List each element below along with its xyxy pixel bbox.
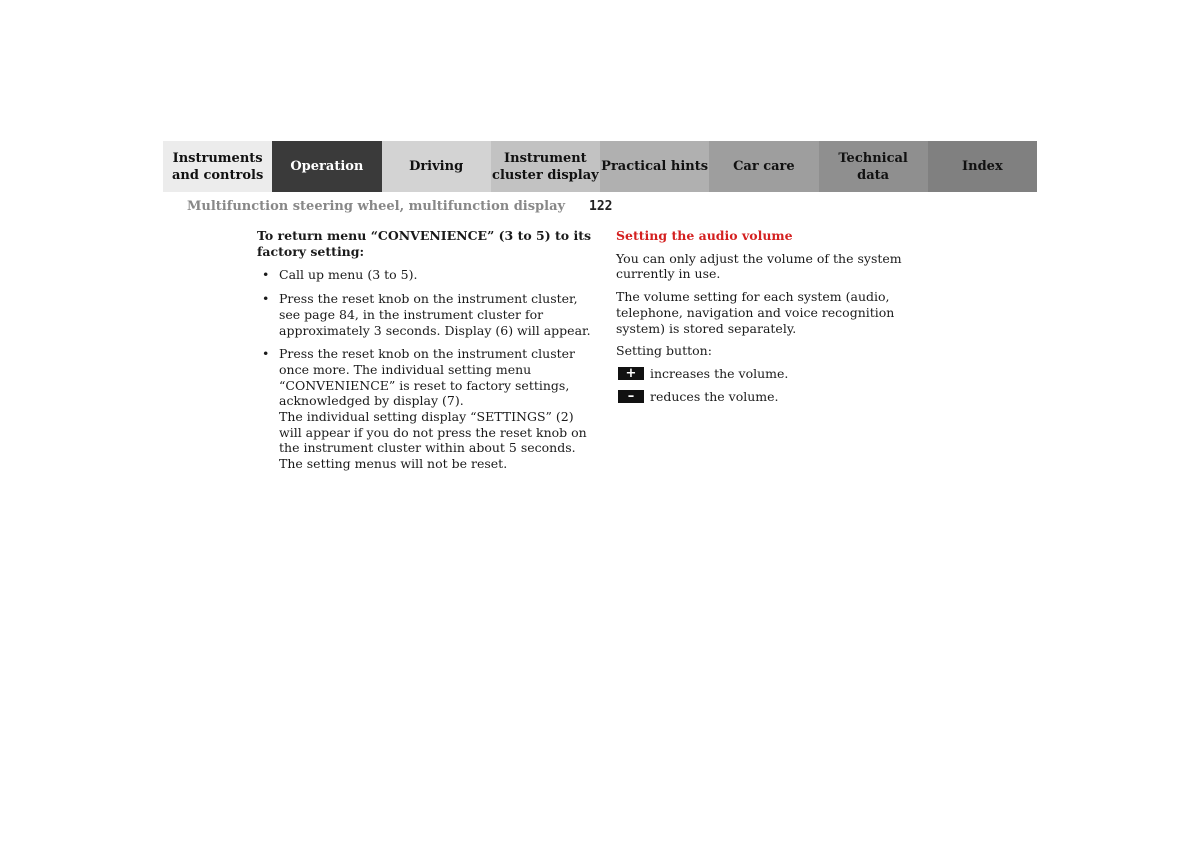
tab-operation[interactable]: Operation [272, 141, 381, 192]
tab-driving[interactable]: Driving [382, 141, 491, 192]
audio-volume-heading: Setting the audio volume [616, 228, 793, 243]
list-item-text: Press the reset knob on the instrument cluster once more. The individual setting menu “CONVENIENCE” is reset to factory settings, acknowledged by display (7). [279, 346, 576, 409]
minus-button-row [616, 389, 946, 405]
page-number: 122 [589, 199, 613, 214]
bullet-icon: • [262, 267, 270, 283]
volume-paragraph-1: You can only adjust the volume of the system currently in use. [616, 250, 902, 282]
list-item-text: Call up menu (3 to 5). [279, 267, 418, 283]
setting-button-label: Setting button: [616, 343, 712, 359]
bullet-icon: • [262, 291, 270, 307]
right-column [616, 228, 946, 411]
list-item [257, 291, 597, 338]
plus-button-text: increases the volume. [650, 365, 789, 381]
tab-instrument-cluster-display[interactable]: Instrument cluster display [491, 141, 600, 192]
volume-paragraph-2: The volume setting for each system (audio, telephone, navigation and voice recognition system) is stored separately. [616, 289, 895, 336]
plus-button-row [616, 366, 946, 382]
minus-button-text: reduces the volume. [650, 388, 779, 404]
section-title: Multifunction steering wheel, multifunction display [187, 199, 566, 214]
list-item [257, 346, 597, 472]
bullet-icon: • [262, 346, 270, 362]
tab-instruments-and-controls[interactable]: Instruments and controls [163, 141, 272, 192]
reset-steps-list [257, 267, 597, 471]
tab-index[interactable]: Index [928, 141, 1037, 192]
tab-technical-data[interactable]: Technical data [819, 141, 928, 192]
tab-practical-hints[interactable]: Practical hints [600, 141, 709, 192]
plus-button-icon: + [618, 367, 644, 380]
chapter-tab-bar [163, 141, 1037, 192]
reset-instructions-heading: To return menu “CONVENIENCE” (3 to 5) to its factory setting: [257, 228, 592, 259]
left-column [257, 228, 597, 480]
list-item-text: Press the reset knob on the instrument cluster, see page 84, in the instrument cluster for approximately 3 seconds. Display (6) will appear. [279, 291, 591, 338]
minus-button-icon: – [618, 390, 644, 403]
list-item-note: The individual setting display “SETTINGS” (2) will appear if you do not press the reset knob on the instrument cluster within about 5 seconds. The setting menus will not be reset. [279, 409, 587, 472]
list-item [257, 267, 597, 283]
tab-car-care[interactable]: Car care [709, 141, 818, 192]
